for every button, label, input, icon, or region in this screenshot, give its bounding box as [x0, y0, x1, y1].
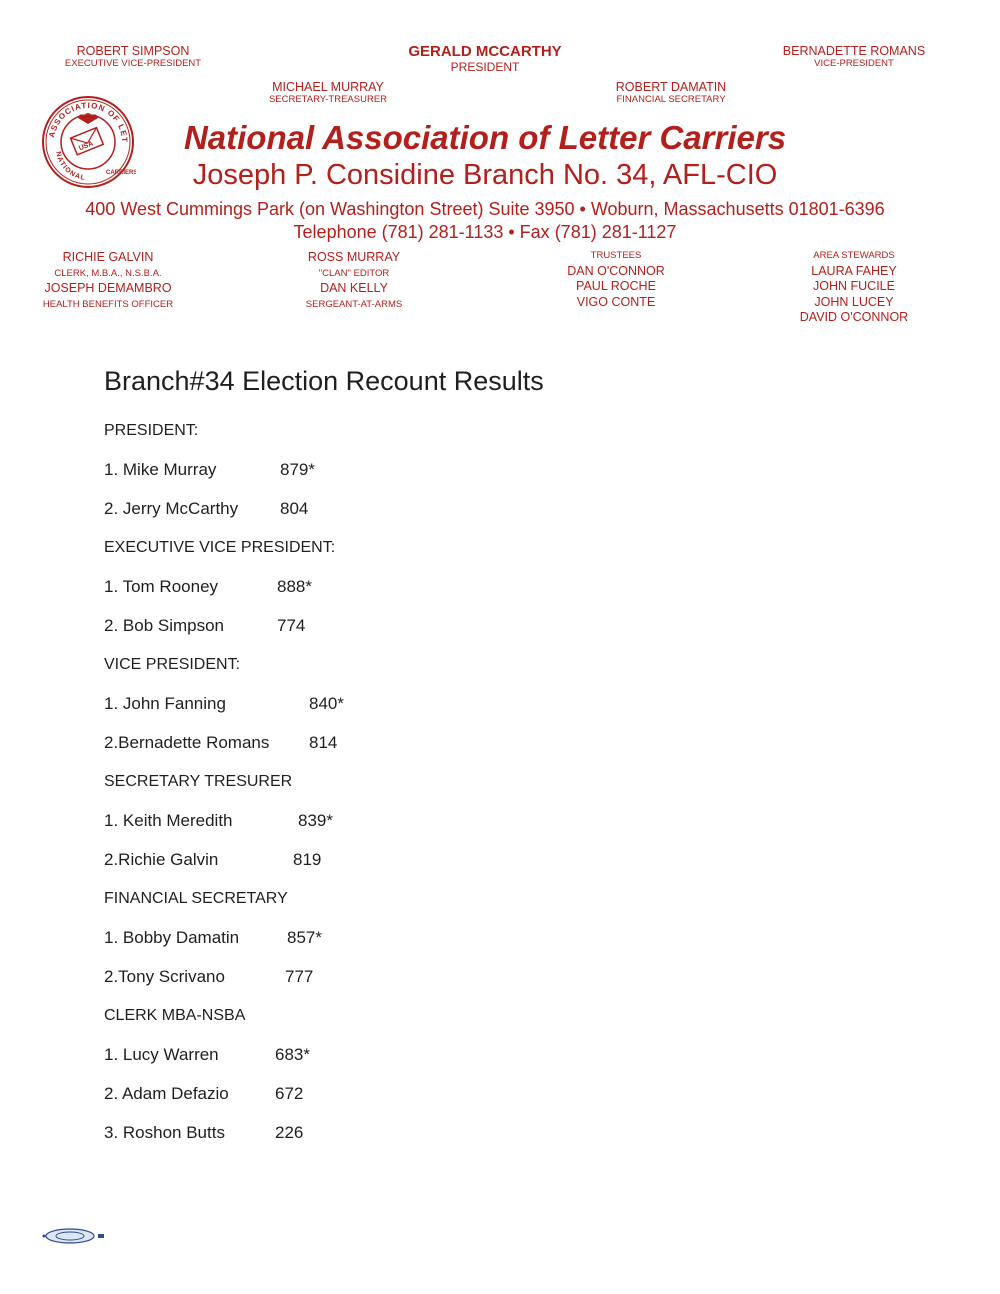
staff-column-1: [28, 250, 188, 312]
candidate-name: 2. Bob Simpson: [104, 616, 225, 635]
svg-text:USA: USA: [77, 140, 95, 153]
candidate-name: 1. Tom Rooney: [104, 577, 219, 596]
candidate-name: 2. Jerry McCarthy: [104, 499, 239, 518]
staff-line: PAUL ROCHE: [576, 279, 656, 293]
staff-column-trustees: [546, 248, 686, 310]
officer-vp: [764, 44, 944, 69]
officer-title: PRESIDENT: [450, 60, 520, 74]
staff-line: JOHN FUCILE: [813, 279, 895, 293]
svg-text:NATIONAL: NATIONAL: [54, 150, 87, 182]
officer-title: VICE-PRESIDENT: [814, 58, 894, 69]
candidate-name: 1. Bobby Damatin: [104, 928, 240, 947]
staff-line: LAURA FAHEY: [811, 263, 897, 278]
officer-president: [385, 43, 585, 74]
address-line: 400 West Cummings Park (on Washington Street) Suite 3950 • Woburn, Massachusetts 01801-6396: [85, 199, 885, 219]
candidate-votes: 804: [280, 499, 309, 518]
nalc-seal: [40, 96, 136, 188]
address: [0, 198, 970, 244]
candidate-name: 3. Roshon Butts: [104, 1123, 225, 1142]
officer-sec-treasurer: [250, 80, 406, 105]
svg-text:CARRIERS: CARRIERS: [106, 170, 136, 176]
office-heading: PRESIDENT:: [104, 422, 199, 439]
candidate-votes: 777: [285, 967, 314, 986]
candidate-votes: 888*: [277, 577, 312, 596]
candidate-votes: 774: [277, 616, 306, 635]
office-heading: SECRETARY TRESURER: [104, 773, 293, 790]
officer-name: MICHAEL MURRAY: [272, 80, 384, 94]
candidate-votes: 857*: [287, 928, 322, 947]
officer-title: SECRETARY-TREASURER: [268, 94, 388, 105]
candidate-name: 1. John Fanning: [104, 694, 226, 713]
candidate-name: 1. Mike Murray: [104, 460, 217, 479]
staff-line: JOSEPH DEMAMBRO: [44, 281, 172, 295]
candidate-votes: 879*: [280, 460, 315, 479]
staff-column-stewards: [784, 248, 924, 326]
officer-name: ROBERT DAMATIN: [615, 80, 727, 94]
staff-line: DAN KELLY: [320, 281, 388, 295]
officer-title: FINANCIAL SECRETARY: [616, 94, 726, 105]
officer-name: GERALD MCCARTHY: [408, 43, 562, 60]
staff-heading: TRUSTEES: [590, 250, 642, 261]
officer-exec-vp: [40, 44, 226, 69]
staff-line: DAVID O'CONNOR: [799, 310, 909, 324]
candidate-votes: 672: [275, 1084, 304, 1103]
candidate-votes: 840*: [309, 694, 344, 713]
candidate-votes: 839*: [298, 811, 333, 830]
union-label: [40, 1226, 110, 1246]
office-heading: EXECUTIVE VICE PRESIDENT:: [104, 539, 336, 556]
candidate-name: 1. Lucy Warren: [104, 1045, 219, 1064]
officer-name: BERNADETTE ROMANS: [782, 44, 926, 58]
candidate-votes: 819: [293, 850, 322, 869]
candidate-name: 1. Keith Meredith: [104, 811, 233, 830]
branch-name: [150, 159, 820, 192]
office-heading: FINANCIAL SECRETARY: [104, 890, 288, 907]
nalc-seal-icon: [40, 96, 136, 188]
office-heading: CLERK MBA-NSBA: [104, 1007, 246, 1024]
staff-line: RICHIE GALVIN: [62, 250, 154, 264]
candidate-votes: 814: [309, 733, 338, 752]
candidate-name: 2. Adam Defazio: [104, 1084, 229, 1103]
officer-fin-secretary: [598, 80, 744, 105]
page-title: Branch#34 Election Recount Results: [104, 366, 544, 396]
candidate-name: 2.Tony Scrivano: [104, 967, 225, 986]
staff-line: VIGO CONTE: [576, 294, 656, 309]
staff-line: SERGEANT-AT-ARMS: [305, 298, 403, 310]
staff-line: DAN O'CONNOR: [567, 263, 665, 278]
branch-name-text: Joseph P. Considine Branch No. 34, AFL-CIO: [192, 159, 778, 191]
staff-heading: AREA STEWARDS: [813, 250, 895, 261]
candidate-name: 2.Richie Galvin: [104, 850, 219, 869]
union-label-icon: [40, 1226, 110, 1246]
phone-line: Telephone (781) 281-1133 • Fax (781) 281-1127: [293, 222, 677, 242]
staff-line: ROSS MURRAY: [307, 250, 401, 264]
candidate-votes: 226: [275, 1123, 304, 1142]
org-name: [150, 119, 820, 157]
candidate-votes: 683*: [275, 1045, 310, 1064]
staff-line: JOHN LUCEY: [814, 294, 894, 309]
staff-line: HEALTH BENEFITS OFFICER: [42, 298, 174, 310]
office-heading: VICE PRESIDENT:: [104, 656, 241, 673]
staff-column-2: [284, 250, 424, 312]
officer-title: EXECUTIVE VICE-PRESIDENT: [64, 58, 202, 69]
candidate-name: 2.Bernadette Romans: [104, 733, 270, 752]
svg-text:ASSOCIATION OF LETTER: ASSOCIATION OF LET: [47, 100, 130, 144]
staff-line: CLERK, M.B.A., N.S.B.A.: [54, 267, 162, 279]
org-name-text: National Association of Letter Carriers: [183, 119, 787, 156]
officer-name: ROBERT SIMPSON: [76, 44, 190, 58]
staff-line: "CLAN" EDITOR: [318, 267, 390, 279]
